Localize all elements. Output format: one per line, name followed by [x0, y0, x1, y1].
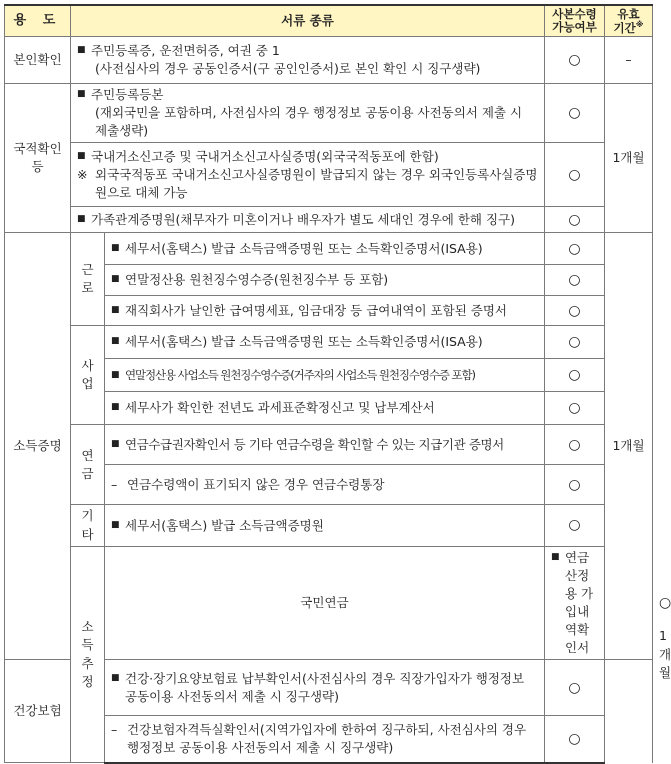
- doc-text: 연말정산용 사업소득 원천징수영수증(거주자의 사업소득 원천징수영수증 포함): [125, 368, 475, 383]
- header-doc: 서류 종류: [71, 5, 545, 37]
- header-use: 용 도: [5, 5, 71, 37]
- doc-text: 국내거소신고증 및 국내거소신고사실증명(외국국적동포에 한함): [91, 148, 439, 164]
- bullet-icon: ■: [551, 551, 560, 562]
- doc-item: [105, 265, 545, 296]
- dash-mark: –: [111, 722, 118, 738]
- period-income: 1개월: [605, 233, 653, 660]
- doc-item: [105, 660, 545, 716]
- header-period-label: 유효 기간: [613, 7, 640, 35]
- doc-item: [545, 546, 605, 660]
- sub-work: 근로: [71, 233, 105, 326]
- doc-item: [105, 359, 545, 392]
- circle-icon: ○: [545, 465, 605, 505]
- header-copy: 사본수령 가능여부: [545, 5, 605, 37]
- doc-text: 연말정산용 원천징수영수증(원천징수부 등 포함): [125, 272, 389, 288]
- use-id: 본인확인: [5, 37, 71, 84]
- doc-nat-3: [71, 207, 545, 233]
- doc-subtext: (재외국민을 포함하며, 사전심사의 경우 행정정보 공동이용 사전동의서 제출 시 제출생략): [95, 105, 523, 139]
- bullet-icon: ■: [111, 672, 120, 683]
- doc-subtext: 외국국적동포 국내거소신고사실증명원이 발급되지 않는 경우 외국인등록사실증명원으로 대체 가능: [95, 166, 538, 201]
- bullet-icon: ■: [111, 438, 120, 449]
- circle-icon: ○: [545, 233, 605, 265]
- circle-icon: ○: [545, 660, 605, 716]
- circle-icon: ○: [545, 143, 605, 207]
- sub-hi: 건강보험: [5, 660, 71, 763]
- circle-icon: ○: [545, 359, 605, 392]
- doc-item: [105, 425, 545, 465]
- doc-text: 주민등록등본: [91, 87, 164, 103]
- circle-icon: ○: [545, 716, 605, 763]
- sub-biz: 사업: [71, 326, 105, 425]
- circle-icon: ○: [545, 326, 605, 359]
- period-id: –: [605, 37, 653, 84]
- doc-item: [105, 326, 545, 359]
- circle-icon: ○: [545, 37, 605, 84]
- doc-item: [105, 392, 545, 425]
- doc-item: [105, 233, 545, 265]
- doc-text: 세무서(홈택스) 발급 소득금액증명원 또는 소득확인증명서(ISA용): [125, 334, 483, 350]
- bullet-icon: ■: [111, 370, 119, 381]
- bullet-icon: ■: [111, 304, 120, 315]
- period-nat: 1개월: [605, 84, 653, 233]
- bullet-icon: ■: [77, 44, 86, 55]
- reference-mark: ※: [77, 166, 88, 182]
- doc-id: [71, 37, 545, 84]
- doc-item: [105, 505, 545, 546]
- header-period-note: ※: [635, 19, 644, 29]
- circle-icon: ○: [545, 265, 605, 296]
- doc-text: 세무서(홈택스) 발급 소득금액증명원: [125, 517, 324, 533]
- circle-icon: ○: [545, 84, 605, 143]
- doc-nat-1: [71, 84, 545, 143]
- bullet-icon: ■: [111, 402, 120, 413]
- use-est: 소득추정: [71, 546, 105, 763]
- doc-text: 연금수급권자확인서 등 기타 연금수령을 확인할 수 있는 지급기관 증명서: [125, 436, 504, 452]
- doc-nat-2: [71, 143, 545, 207]
- doc-text: 재직회사가 날인한 급여명세표, 임금대장 등 급여내역이 포함된 증명서: [125, 302, 507, 318]
- doc-text: 주민등록증, 운전면허증, 여권 중 1: [91, 42, 280, 58]
- doc-text: 건강보험자격득실확인서(지역가입자에 한하여 징구하되, 사전심사의 경우 행정정보 공동이용 사전동의서 제출 시 징구생략): [127, 722, 527, 756]
- circle-icon: ○: [545, 296, 605, 326]
- doc-text: 세무사가 확인한 전년도 과세표준확정신고 및 납부계산서: [125, 400, 435, 416]
- bullet-icon: ■: [77, 213, 86, 224]
- header-period: [605, 5, 653, 37]
- sub-other: 기타: [71, 505, 105, 546]
- use-nat: 국적확인 등: [5, 84, 71, 233]
- doc-item: [105, 296, 545, 326]
- doc-item: [105, 465, 545, 505]
- sub-pension: 연금: [71, 425, 105, 505]
- bullet-icon: ■: [111, 336, 120, 347]
- doc-text: 연금산정용 가입내역확인서: [565, 549, 594, 656]
- bullet-icon: ■: [111, 519, 120, 530]
- doc-item: [105, 716, 545, 763]
- circle-icon: ○: [545, 207, 605, 233]
- use-income: 소득증명: [5, 233, 71, 660]
- doc-text: 세무서(홈택스) 발급 소득금액증명원 또는 소득확인증명서(ISA용): [125, 240, 483, 256]
- circle-icon: ○: [545, 392, 605, 425]
- sub-np: 국민연금: [105, 546, 545, 660]
- doc-text: 건강·장기요양보험료 납부확인서(사전심사의 경우 직장가입자가 행정정보 공동이용 사전동의서 제출 시 징구생략): [125, 670, 525, 704]
- doc-subtext: (사전심사의 경우 공동인증서(구 공인인증서)로 본인 확인 시 징구생략): [95, 61, 481, 77]
- bullet-icon: ■: [77, 150, 86, 161]
- circle-icon: ○: [545, 425, 605, 465]
- document-table: 용 도 서류 종류 사본수령 가능여부 유효 기간※ 본인확인 ■ 주민등록증, 운전면허증, 여권 중 1 (사전심사의 경우 공동인증서(구 공인인증서)로 본인 확인 시 징구생략) ○ – 국적확인 등 ■ 주민등록등본 (재외국민을 포함하며, 사전심사의 경우 행정정보 공동이용 사전동의서 제출 시 제출생략) ○ 1개월 ■ 국내거소신고증 및 국내거소신고사실증명(외국국적동포에 한함) ※ 외국국적동포 국내거소신고사실증명원이 발급되지 않는 경우 외국인등록사실증명원으로 대체 가능 ○ ■ 가족관계증명원(채무자가 미혼이거나 배우자가 별도 세대인 경우에 한해 징구) ○ 소득증명 근로 ■ 세무서(홈택스) 발급 소득금액증명원 또는 소득확인증명서(ISA용) ○ 1개월 ■ 연말정산용 원천징수영수증(원천징수부 등 포함) ○ ■ 재직회사가 날인한 급여명세표, 임금대장 등 급여내역이 포함된 증명서 ○ 사업 ■ 세무서(홈택스) 발급 소득금액증명원 또는 소득확인증명서(ISA용) ○ ■ 연말정산용 사업소득 원천징수영수증(거주자의 사업소득 원천징수영수증 포함) ○ ■ 세무사가 확인한 전년도 과세표준확정신고 및 납부계산서 ○ 연금 ■ 연금수급권자확인서 등 기타 연금수령을 확인할 수 있는 지급기관 증명서 ○ – 연금수령액이 표기되지 않은 경우 연금수령통장 ○ 기타 ■ 세무서(홈택스) 발급 소득금액증명원 ○ 소득추정 국민연금 ■ 연금산정용 가입내역확인서 ○ 1개월 건강보험 ■ 건강·장기요양보험료 납부확인서(사전심사의 경우 직장가입자가 행정정보 공동이용 사전동의서 제출 시 징구생략) ○ – 건강보험자격득실확인서(지역가입자에 한하여 징구하되, 사전심사의 경우 행정정보 공동이용 사전동의서 제출 시 징구생략) ○: [4, 4, 653, 764]
- bullet-icon: ■: [111, 274, 120, 285]
- doc-text: 연금수령액이 표기되지 않은 경우 연금수령통장: [127, 476, 385, 492]
- dash-mark: –: [111, 476, 118, 492]
- bullet-icon: ■: [77, 89, 86, 100]
- circle-icon: ○: [545, 505, 605, 546]
- bullet-icon: ■: [111, 242, 120, 253]
- doc-text: 가족관계증명원(채무자가 미혼이거나 배우자가 별도 세대인 경우에 한해 징구): [91, 211, 515, 227]
